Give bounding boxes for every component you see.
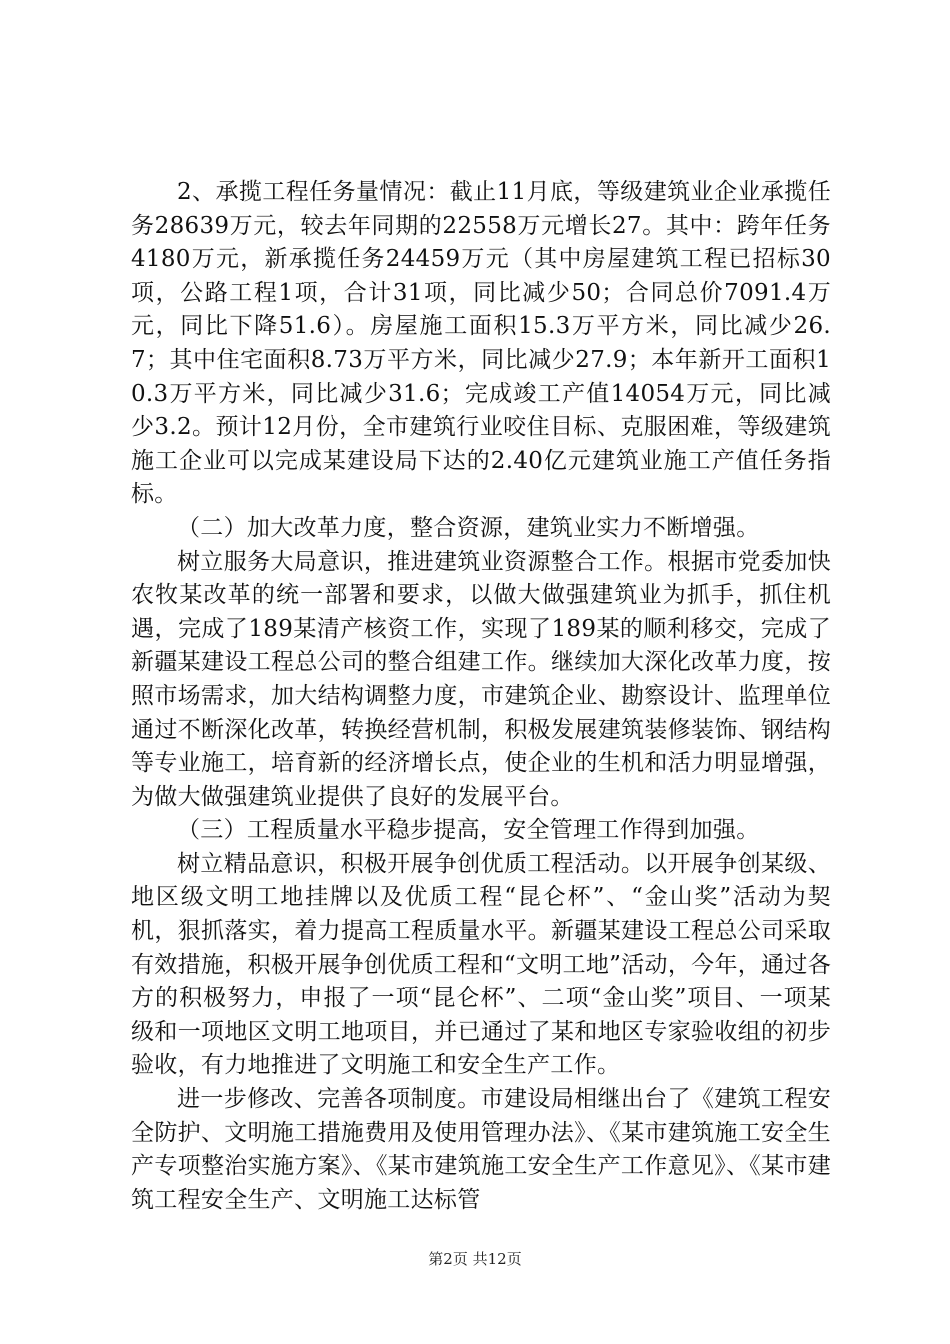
paragraph-regulations: 进一步修改、完善各项制度。市建设局相继出台了《建筑工程安全防护、文明施工措施费用及使用管理办法》、《某市建筑施工安全生产专项整治实施方案》、《某市建筑施工安全生产工作意见》、《某市建筑工程安全生产、文明施工达标管 — [131, 1086, 831, 1213]
section-heading-reform: （二）加大改革力度，整合资源，建筑业实力不断增强。 — [177, 514, 760, 541]
paragraph-resource-integration: 树立服务大局意识，推进建筑业资源整合工作。根据市党委加快农牧某改革的统一部署和要求，以做大做强建筑业为抓手，抓住机遇，完成了189某清产核资工作，实现了189某的顺利移交，完成了新疆某建设工程总公司的整合组建工作。继续加大深化改革力度，按照市场需求，加大结构调整力度，市建筑企业、勘察设计、监理单位通过不断深化改革，转换经营机制，积极发展建筑装修装饰、钢结构等专业施工，培育新的经济增长点，使企业的生机和活力明显增强，为做大做强建筑业提供了良好的发展平台。 — [131, 548, 831, 810]
section-heading-quality-safety: （三）工程质量水平稳步提高，安全管理工作得到加强。 — [177, 817, 760, 844]
paragraph-contract-volume: 2、承揽工程任务量情况：截止11月底，等级建筑业企业承揽任务28639万元，较去年同期的22558万元增长27。其中：跨年任务4180万元，新承揽任务24459万元（其中房屋建筑工程已招标30项，公路工程1项，合计31项，同比减少50；合同总价7091.4万元，同比下降51.6）。房屋施工面积15.3万平方米，同比减少26.7；其中住宅面积8.73万平方米，同比减少27.9；本年新开工面积10.3万平方米，同比减少31.6；完成竣工产值14054万元，同比减少3.2。预计12月份，全市建筑行业咬住目标、克服困难，等级建筑施工企业可以完成某建设局下达的2.40亿元建筑业施工产值任务指标。 — [131, 179, 831, 508]
document-body — [131, 176, 831, 1217]
page-number-footer: 第2页 共12页 — [428, 1250, 522, 1268]
paragraph-quality-projects: 树立精品意识，积极开展争创优质工程活动。以开展争创某级、地区级文明工地挂牌以及优质工程“昆仑杯”、“金山奖”活动为契机，狠抓落实，着力提高工程质量水平。新疆某建设工程总公司采取有效措施，积极开展争创优质工程和“文明工地”活动，今年，通过各方的积极努力，申报了一项“昆仑杯”、二项“金山奖”项目、一项某级和一项地区文明工地项目，并已通过了某和地区专家验收组的初步验收，有力地推进了文明施工和安全生产工作。 — [131, 850, 831, 1079]
